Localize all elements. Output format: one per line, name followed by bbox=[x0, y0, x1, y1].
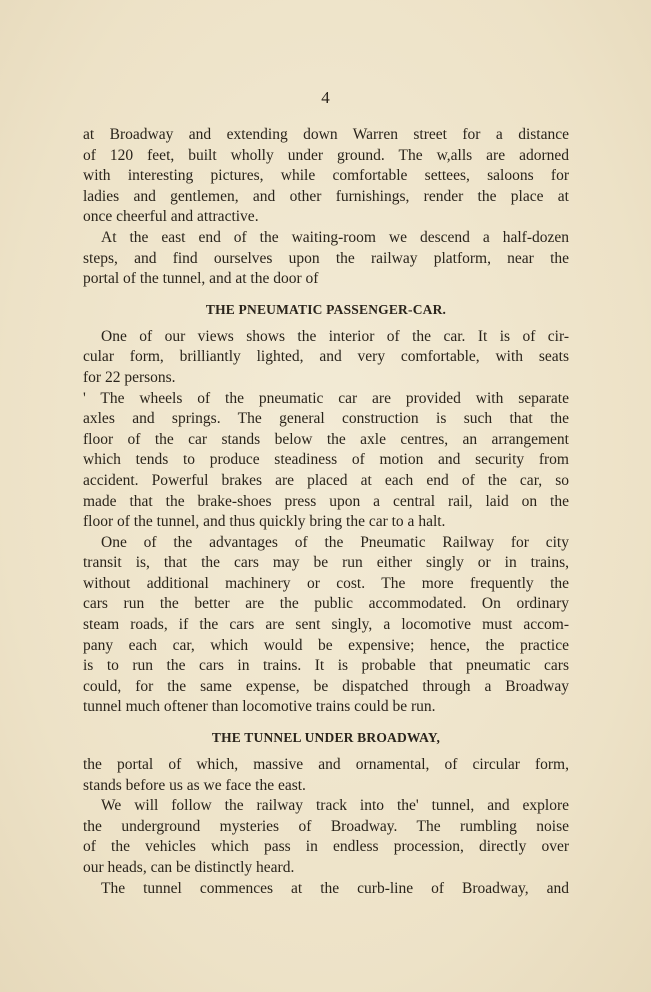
text-line: with interesting pictures, while comfortable settees, saloons for bbox=[83, 167, 569, 185]
text-line: could, for the same expense, be dispatched through a Broadway bbox=[83, 677, 569, 695]
text-line: the underground mysteries of Broadway. The rumbling noise bbox=[83, 817, 569, 835]
section-heading: THE PNEUMATIC PASSENGER-CAR. bbox=[205, 301, 447, 317]
paragraph-7 bbox=[83, 796, 569, 878]
text-line: is to run the cars in trains. It is probable that pneumatic cars bbox=[83, 657, 569, 675]
text-line: cular form, brilliantly lighted, and very comfortable, with seats bbox=[83, 348, 569, 366]
text-line: accident. Powerful brakes are placed at each end of the car, so bbox=[83, 471, 569, 489]
text-line: floor of the car stands below the axle centres, an arrangement bbox=[83, 430, 569, 448]
text-line: steam roads, if the cars are sent singly, a locomotive must accom- bbox=[83, 616, 569, 634]
text-line: made that the brake-shoes press upon a central rail, laid on the bbox=[83, 492, 569, 510]
text-line: without additional machinery or cost. The more frequently the bbox=[83, 574, 569, 592]
text-line: One of our views shows the interior of the car. It is of cir- bbox=[101, 327, 569, 345]
text-line: steps, and find ourselves upon the railway platform, near the bbox=[83, 249, 569, 267]
text-line: At the east end of the waiting-room we descend a half-dozen bbox=[101, 228, 569, 246]
paragraph-6 bbox=[83, 755, 569, 796]
text-line: transit is, that the cars may be run either singly or in trains, bbox=[83, 554, 569, 572]
paragraph-5 bbox=[83, 533, 569, 718]
paragraph-3 bbox=[83, 327, 569, 389]
text-line: axles and springs. The general construction is such that the bbox=[83, 410, 569, 428]
text-line: ladies and gentlemen, and other furnishings, render the place at bbox=[83, 187, 569, 205]
text-line: portal of the tunnel, and at the door of bbox=[83, 270, 319, 288]
text-line: cars run the better are the public accommodated. On ordinary bbox=[83, 595, 569, 613]
text-line: The tunnel commences at the curb-line of Broadway, and bbox=[101, 879, 569, 897]
text-line: of the vehicles which pass in endless procession, directly over bbox=[83, 838, 569, 856]
text-line: floor of the tunnel, and thus quickly bring the car to a halt. bbox=[83, 513, 446, 531]
text-line: once cheerful and attractive. bbox=[83, 208, 259, 226]
text-line: our heads, can be distinctly heard. bbox=[83, 859, 295, 876]
page-number: 4 bbox=[321, 88, 330, 107]
text-line: One of the advantages of the Pneumatic Railway for city bbox=[101, 533, 569, 551]
text-line: We will follow the railway track into the' tunnel, and explore bbox=[101, 797, 569, 815]
paragraph-1 bbox=[83, 125, 569, 228]
text-line: of 120 feet, built wholly under ground. The w,alls are adorned bbox=[83, 146, 569, 164]
body-text bbox=[83, 125, 569, 899]
text-line: tunnel much oftener than locomotive trains could be run. bbox=[83, 698, 436, 716]
text-line: the portal of which, massive and ornamental, of circular form, bbox=[83, 756, 569, 774]
text-line: which tends to produce steadiness of motion and security from bbox=[83, 451, 569, 469]
text-line: stands before us as we face the east. bbox=[83, 776, 306, 794]
paragraph-2 bbox=[83, 228, 569, 290]
text-line: pany each car, which would be expensive; hence, the practice bbox=[83, 636, 569, 654]
text-line: for 22 persons. bbox=[83, 368, 176, 386]
section-heading: THE TUNNEL UNDER BROADWAY, bbox=[211, 730, 441, 746]
paragraph-8 bbox=[83, 879, 569, 900]
paragraph-4 bbox=[83, 389, 569, 533]
text-line: ' The wheels of the pneumatic car are provided with separate bbox=[83, 389, 569, 407]
text-line: at Broadway and extending down Warren street for a distance bbox=[83, 126, 569, 143]
